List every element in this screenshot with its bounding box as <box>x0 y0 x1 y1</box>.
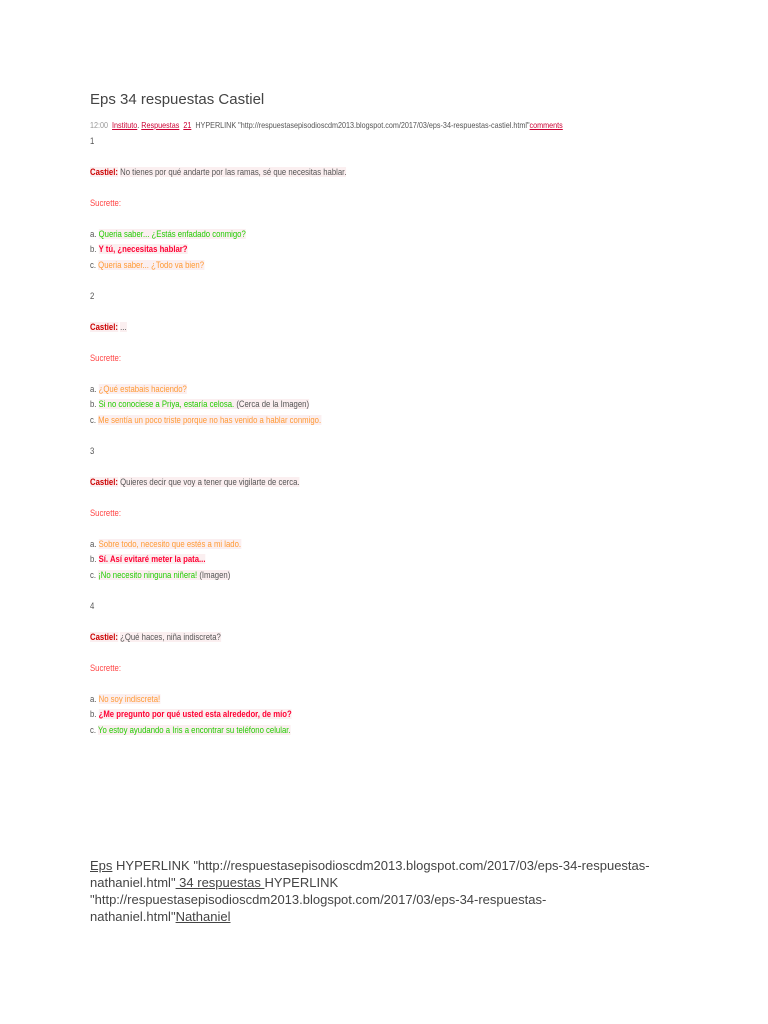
hyperlink-field-text: HYPERLINK "http://respuestasepisodioscdm2013.blogspot.com/2017/03/eps-34-respuestas-nathaniel.html" <box>90 858 650 890</box>
speaker-line <box>90 477 300 487</box>
option-text: Si no conociese a Priya, estaría celosa. <box>98 399 235 409</box>
speaker-name: Castiel: <box>90 167 118 177</box>
post-title: Eps 34 respuestas Castiel <box>90 91 265 108</box>
link-comments[interactable]: comments <box>529 120 563 130</box>
responder-name: Sucrette: <box>90 198 121 208</box>
link-eps[interactable]: Eps <box>90 858 113 873</box>
link-comment-count[interactable]: 21 <box>183 120 192 130</box>
option-line: b. Sí. Así evitaré meter la pata... <box>90 554 206 564</box>
speaker-text: ... <box>120 322 127 332</box>
option-text: ¡No necesito ninguna niñera! <box>98 570 198 580</box>
responder-name: Sucrette: <box>90 353 121 363</box>
next-post-link <box>90 857 670 925</box>
post-meta: 12:00 Instituto. Respuestas 21 HYPERLINK "http://respuestasepisodioscdm2013.blogspot.com/2017/03/eps-34-respuestas-castiel.html"comments <box>90 120 563 130</box>
option-line: a. ¿Qué estabais haciendo? <box>90 384 187 394</box>
option-text: ¿Me pregunto por qué usted esta alrededor, de mío? <box>98 709 292 719</box>
responder-name: Sucrette: <box>90 663 121 673</box>
speaker-name: Castiel: <box>90 322 118 332</box>
option-line: a. Sobre todo, necesito que estés a mi lado. <box>90 539 242 549</box>
option-line: c. Queria saber... ¿Todo va bien? <box>90 260 205 270</box>
question-number: 2 <box>90 291 95 301</box>
option-line: a. No soy indiscreta! <box>90 694 161 704</box>
post-time: 12:00 <box>90 120 109 130</box>
option-text: Queria saber... ¿Estás enfadado conmigo? <box>98 229 246 239</box>
speaker-line <box>90 632 221 642</box>
option-note: (Cerca de la Imagen) <box>234 399 310 409</box>
option-text: Me sentía un poco triste porque no has venido a hablar conmigo. <box>98 415 322 425</box>
link-nathaniel[interactable]: Nathaniel <box>175 909 231 924</box>
speaker-text: ¿Qué haces, niña indiscreta? <box>120 632 221 642</box>
link-respuestas[interactable]: Respuestas <box>141 120 180 130</box>
option-line: b. ¿Me pregunto por qué usted esta alrededor, de mío? <box>90 709 292 719</box>
option-line: b. Si no conociese a Priya, estaría celosa. (Cerca de la Imagen) <box>90 399 310 409</box>
hyperlink-field-text: HYPERLINK "http://respuestasepisodioscdm2013.blogspot.com/2017/03/eps-34-respuestas-nathaniel.html" <box>90 875 547 924</box>
question-number: 3 <box>90 446 95 456</box>
option-text: Yo estoy ayudando a Iris a encontrar su teléfono celular. <box>98 725 291 735</box>
question-number: 4 <box>90 601 95 611</box>
speaker-name: Castiel: <box>90 477 118 487</box>
option-note: (Imagen) <box>197 570 231 580</box>
responder-name: Sucrette: <box>90 508 121 518</box>
speaker-line <box>90 167 346 177</box>
link-instituto[interactable]: Instituto <box>112 120 138 130</box>
link-34-respuestas[interactable]: 34 respuestas <box>175 875 265 890</box>
option-line: c. Me sentía un poco triste porque no has venido a hablar conmigo. <box>90 415 322 425</box>
speaker-name: Castiel: <box>90 632 118 642</box>
option-line: b. Y tú, ¿necesitas hablar? <box>90 244 188 254</box>
option-line: c. Yo estoy ayudando a Iris a encontrar su teléfono celular. <box>90 725 291 735</box>
speaker-text: Quieres decir que voy a tener que vigilarte de cerca. <box>120 477 300 487</box>
hyperlink-field-text: HYPERLINK "http://respuestasepisodioscdm2013.blogspot.com/2017/03/eps-34-respuestas-castiel.html" <box>195 120 530 130</box>
option-text: Queria saber... ¿Todo va bien? <box>98 260 205 270</box>
option-text: Y tú, ¿necesitas hablar? <box>98 244 188 254</box>
option-text: Sí. Así evitaré meter la pata... <box>98 554 206 564</box>
speaker-text: No tienes por qué andarte por las ramas, sé que necesitas hablar. <box>120 167 347 177</box>
question-number: 1 <box>90 136 95 146</box>
option-text: No soy indiscreta! <box>98 694 161 704</box>
option-text: ¿Qué estabais haciendo? <box>98 384 187 394</box>
speaker-line <box>90 322 127 332</box>
option-line: c. ¡No necesito ninguna niñera! (Imagen) <box>90 570 231 580</box>
option-line: a. Queria saber... ¿Estás enfadado conmigo? <box>90 229 246 239</box>
option-text: Sobre todo, necesito que estés a mi lado. <box>98 539 242 549</box>
